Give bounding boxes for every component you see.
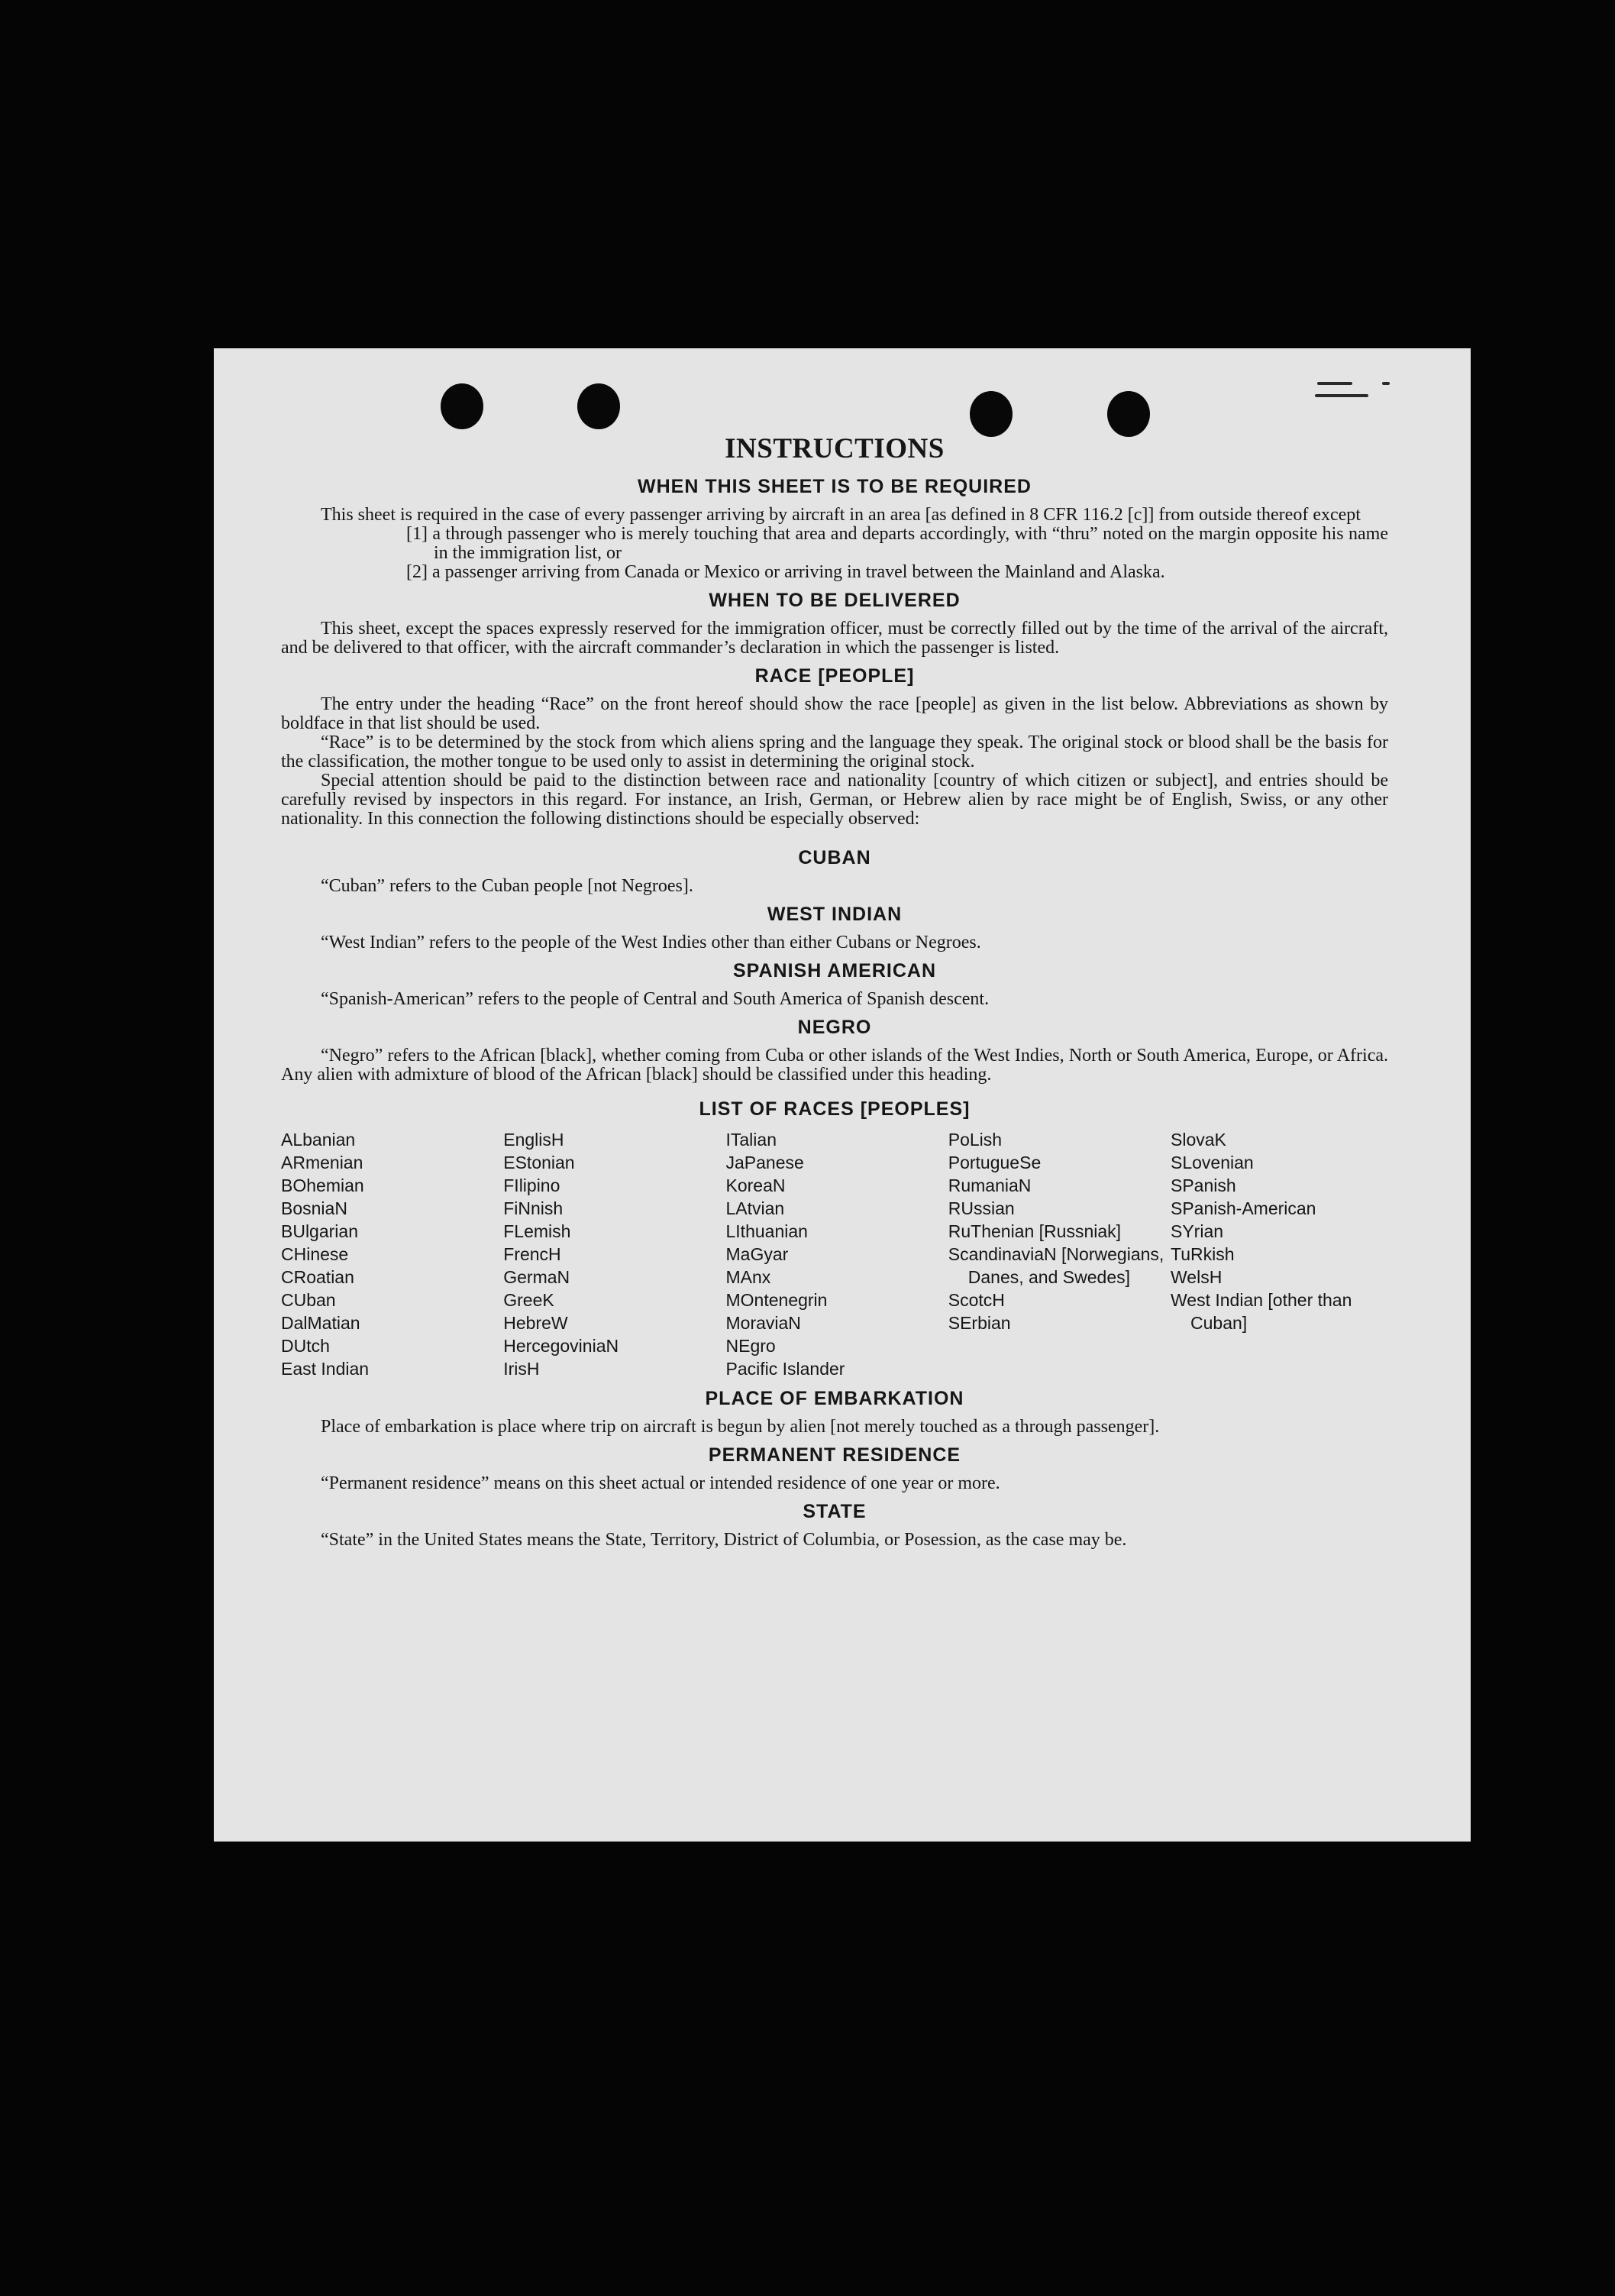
race-entry: MoraviaN: [725, 1313, 801, 1333]
race-entry: SLovenian: [1171, 1153, 1254, 1172]
section-heading-race: RACE [PEOPLE]: [754, 665, 915, 687]
race-entry: ARmenian: [281, 1153, 363, 1172]
scan-mark: [1317, 382, 1352, 385]
race-entry: RuThenian [Russniak]: [948, 1221, 1122, 1241]
race-entry: BOhemian: [281, 1175, 364, 1195]
section-heading-west-indian: WEST INDIAN: [767, 904, 903, 925]
section-heading-cuban: CUBAN: [798, 847, 871, 868]
race-entry: SPanish-American: [1171, 1198, 1316, 1218]
west-indian-body: “West Indian” refers to the people of the West Indies other than either Cubans or Negroes.: [321, 933, 981, 952]
spanish-american-body: “Spanish-American” refers to the people of Central and South America of Spanish descent.: [321, 989, 990, 1009]
race-entry: EnglisH: [503, 1130, 564, 1150]
race-entry: EStonian: [503, 1153, 575, 1172]
race-entry: RumaniaN: [948, 1175, 1032, 1195]
race-entry: NEgro: [725, 1336, 776, 1356]
sheet-content: [281, 432, 1388, 1550]
section-heading-spanish-american: SPANISH AMERICAN: [732, 960, 936, 981]
race-entry: IrisH: [503, 1359, 540, 1379]
race-entry: WelsH: [1171, 1267, 1223, 1287]
punch-hole: [970, 391, 1013, 437]
race-entry: MaGyar: [725, 1244, 789, 1264]
race-entry: TuRkish: [1171, 1244, 1235, 1264]
race-entry: PortugueSe: [948, 1153, 1042, 1172]
race-entry: ALbanian: [281, 1130, 356, 1150]
race-entry: ScandinaviaN [Norwegians, Danes, and Swedes]: [948, 1244, 1164, 1287]
exception-item-2: [2] a passenger arriving from Canada or Mexico or arriving in travel between the Mainland and Alaska.: [406, 562, 1165, 582]
race-paragraph-3: Special attention should be paid to the distinction between race and nationality [country of which citizen or subject], and entries should be carefully revised by inspectors in this regard. For instance, an Irish, German, or Hebrew alien by race might be of English, Swiss, or any other nationality. In this connection the following distinctions should be especially observed:: [281, 771, 1388, 829]
race-entry: GreeK: [503, 1290, 554, 1310]
race-entry: JaPanese: [725, 1153, 804, 1172]
instruction-sheet: [214, 348, 1471, 1842]
race-column-3: [726, 1128, 944, 1380]
race-entry: HebreW: [503, 1313, 568, 1333]
punch-hole: [441, 383, 483, 429]
race-entry: PoLish: [948, 1130, 1003, 1150]
cuban-body: “Cuban” refers to the Cuban people [not Negroes].: [321, 876, 693, 896]
section-heading-list-of-races: LIST OF RACES [PEOPLES]: [699, 1098, 971, 1120]
punch-hole: [577, 383, 620, 429]
race-paragraph-2: “Race” is to be determined by the stock from which aliens spring and the language they speak. The original stock or blood shall be the basis for the classification, the mother tongue to be used only to assist in determining the original stock.: [281, 732, 1388, 771]
race-entry: CHinese: [281, 1244, 349, 1264]
race-entry: KoreaN: [725, 1175, 786, 1195]
race-entry: DalMatian: [281, 1313, 360, 1333]
race-entry: SYrian: [1171, 1221, 1224, 1241]
race-entry: BUlgarian: [281, 1221, 358, 1241]
race-entry: LIthuanian: [725, 1221, 808, 1241]
race-entry: SPanish: [1171, 1175, 1236, 1195]
race-entry: RUssian: [948, 1198, 1015, 1218]
when-required-body: This sheet is required in the case of every passenger arriving by aircraft in an area [as defined in 8 CFR 116.2 [c]] from outside thereof except: [321, 505, 1361, 525]
race-list: [281, 1128, 1388, 1380]
race-column-5: [1171, 1128, 1388, 1380]
race-entry: MOntenegrin: [725, 1290, 828, 1310]
when-delivered-body: This sheet, except the spaces expressly reserved for the immigration officer, must be correctly filled out by the time of the arrival of the aircraft, and be delivered to that officer, with the aircraft commander’s declaration in which the passenger is listed.: [281, 619, 1388, 658]
race-entry: CUban: [281, 1290, 336, 1310]
race-entry: SlovaK: [1171, 1130, 1226, 1150]
section-heading-negro: NEGRO: [797, 1017, 872, 1038]
race-column-1: [281, 1128, 499, 1380]
residence-body: “Permanent residence” means on this sheet actual or intended residence of one year or more.: [321, 1473, 1000, 1493]
scan-mark: [1382, 382, 1390, 385]
race-entry: MAnx: [725, 1267, 771, 1287]
state-body: “State” in the United States means the State, Territory, District of Columbia, or Posession, as the case may be.: [321, 1530, 1127, 1550]
race-entry: FrencH: [503, 1244, 561, 1264]
section-heading-when-required: WHEN THIS SHEET IS TO BE REQUIRED: [638, 476, 1032, 497]
section-heading-residence: PERMANENT RESIDENCE: [708, 1444, 961, 1466]
race-entry: FiNnish: [503, 1198, 564, 1218]
race-entry: HercegoviniaN: [503, 1336, 619, 1356]
punch-hole: [1107, 391, 1150, 437]
race-entry: LAtvian: [725, 1198, 785, 1218]
section-heading-when-delivered: WHEN TO BE DELIVERED: [709, 590, 961, 611]
race-entry: ScotcH: [948, 1290, 1005, 1310]
race-column-2: [503, 1128, 721, 1380]
race-entry: ITalian: [725, 1130, 777, 1150]
race-entry: Pacific Islander: [725, 1359, 845, 1379]
negro-body: “Negro” refers to the African [black], whether coming from Cuba or other islands of the West Indies, North or South America, Europe, or Africa. Any alien with admixture of blood of the African [black] should be classified under this heading.: [281, 1046, 1388, 1085]
exception-item-1: [1] a through passenger who is merely touching that area and departs accordingly, with “thru” noted on the margin opposite his name in the immigration list, or: [406, 524, 1388, 563]
race-entry: CRoatian: [281, 1267, 354, 1287]
race-entry: East Indian: [281, 1359, 370, 1379]
race-entry: DUtch: [281, 1336, 330, 1356]
race-column-4: [948, 1128, 1166, 1380]
race-entry: SErbian: [948, 1313, 1011, 1333]
race-entry: FIlipino: [503, 1175, 560, 1195]
race-entry: GermaN: [503, 1267, 570, 1287]
section-heading-state: STATE: [803, 1501, 867, 1522]
race-entry: West Indian [other than Cuban]: [1171, 1290, 1352, 1333]
page-title: INSTRUCTIONS: [725, 433, 945, 464]
race-paragraph-1: The entry under the heading “Race” on the front hereof should show the race [people] as given in the list below. Abbreviations as shown by boldface in that list should be used.: [281, 694, 1388, 733]
embarkation-body: Place of embarkation is place where trip on aircraft is begun by alien [not merely touched as a through passenger].: [321, 1417, 1160, 1437]
race-entry: FLemish: [503, 1221, 571, 1241]
scan-mark: [1315, 394, 1368, 397]
race-entry: BosniaN: [281, 1198, 347, 1218]
section-heading-embarkation: PLACE OF EMBARKATION: [705, 1388, 964, 1409]
